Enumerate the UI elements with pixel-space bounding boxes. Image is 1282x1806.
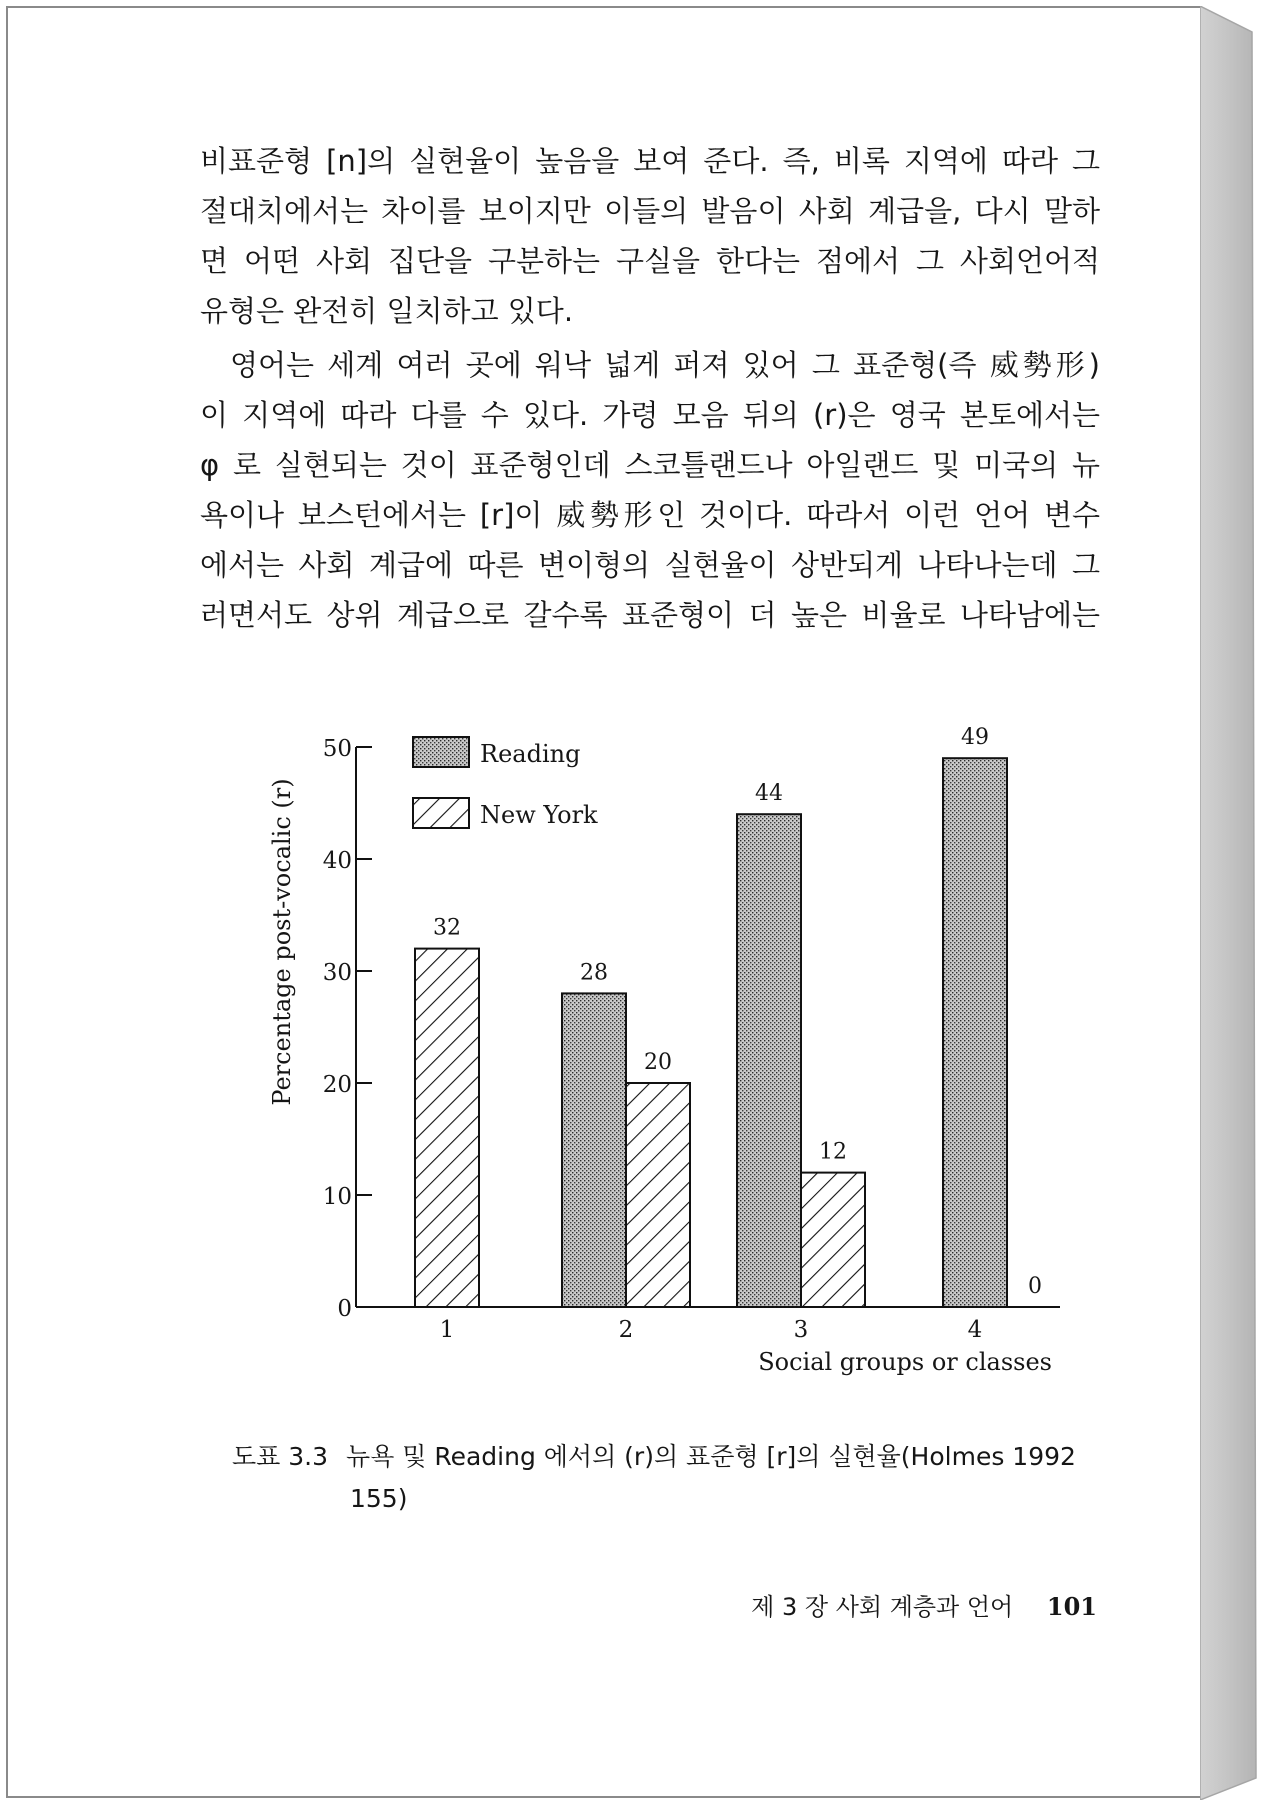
text-line: 면 어떤 사회 집단을 구분하는 구실을 한다는 점에서 그 사회언어적	[200, 244, 1100, 278]
data-label-new-york: 20	[644, 1050, 672, 1075]
data-label-reading: 28	[580, 960, 608, 986]
figure-caption	[232, 1436, 1102, 1520]
data-label-new-york: 32	[433, 915, 461, 941]
y-axis-label: Percentage post-vocalic (r)	[268, 778, 296, 1106]
running-footer	[751, 1587, 1097, 1622]
running-title: 제 3 장 사회 계층과 언어	[751, 1593, 1014, 1621]
caption-continuation: 155)	[350, 1484, 408, 1513]
y-tick-label: 10	[322, 1184, 352, 1210]
page-number: 101	[1046, 1592, 1097, 1621]
x-tick-label: 2	[618, 1317, 634, 1343]
bar-reading	[562, 993, 626, 1307]
text-line: 절대치에서는 차이를 보이지만 이들의 발음이 사회 계급을, 다시 말하	[200, 194, 1100, 228]
legend-swatch-reading	[413, 737, 469, 767]
y-tick-label: 40	[322, 848, 352, 874]
legend-swatch-new-york	[413, 798, 469, 828]
text-line: 욕이나 보스턴에서는 [r]이 威勢形인 것이다. 따라서 이런 언어 변수	[200, 498, 1100, 532]
text-line: 러면서도 상위 계급으로 갈수록 표준형이 더 높은 비율로 나타남에는	[200, 598, 1100, 632]
y-ticks	[323, 736, 372, 1322]
y-tick-label: 50	[322, 736, 352, 762]
text-line: 비표준형 [n]의 실현율이 높음을 보여 준다. 즉, 비록 지역에 따라 그	[200, 144, 1100, 178]
text-line: 영어는 세계 여러 곳에 워낙 넓게 퍼져 있어 그 표준형(즉 威勢形)	[230, 348, 1100, 382]
bar-new-york	[415, 949, 479, 1307]
text-line: 에서는 사회 계급에 따른 변이형의 실현율이 상반되게 나타나는데 그	[200, 548, 1100, 582]
legend-label-reading: Reading	[480, 740, 581, 768]
figure-number: 도표 3.3	[232, 1442, 329, 1471]
data-label-reading: 49	[961, 725, 989, 751]
legend	[413, 737, 598, 829]
data-label-new-york: 0	[1028, 1274, 1042, 1299]
x-tick-label: 1	[439, 1317, 455, 1343]
caption-text: 뉴욕 및 Reading 에서의 (r)의 표준형 [r]의 실현율(Holmes 1992	[346, 1442, 1076, 1471]
x-ticks	[440, 1317, 983, 1343]
data-label-new-york: 12	[819, 1139, 847, 1165]
paragraph-1	[200, 136, 1100, 336]
paragraph-2	[200, 340, 1100, 640]
text-line: 유형은 완전히 일치하고 있다.	[200, 294, 574, 328]
text-line: 이 지역에 따라 다를 수 있다. 가령 모음 뒤의 (r)은 영국 본토에서는	[200, 398, 1100, 432]
legend-label-new-york: New York	[480, 801, 598, 829]
book-page-edge	[1200, 6, 1274, 1800]
bar-reading	[943, 758, 1007, 1307]
bar-new-york	[626, 1083, 690, 1307]
y-tick-label: 0	[337, 1296, 352, 1322]
data-label-reading: 44	[755, 781, 783, 807]
x-tick-label: 3	[793, 1317, 809, 1343]
y-tick-label: 20	[322, 1072, 352, 1098]
bar-chart	[260, 700, 1080, 1400]
bar-reading	[737, 814, 801, 1307]
x-tick-label: 4	[967, 1317, 983, 1343]
bar-new-york	[801, 1173, 865, 1307]
text-line: φ 로 실현되는 것이 표준형인데 스코틀랜드나 아일랜드 및 미국의 뉴	[200, 448, 1100, 482]
y-tick-label: 30	[322, 960, 352, 986]
x-axis-label: Social groups or classes	[758, 1348, 1052, 1376]
